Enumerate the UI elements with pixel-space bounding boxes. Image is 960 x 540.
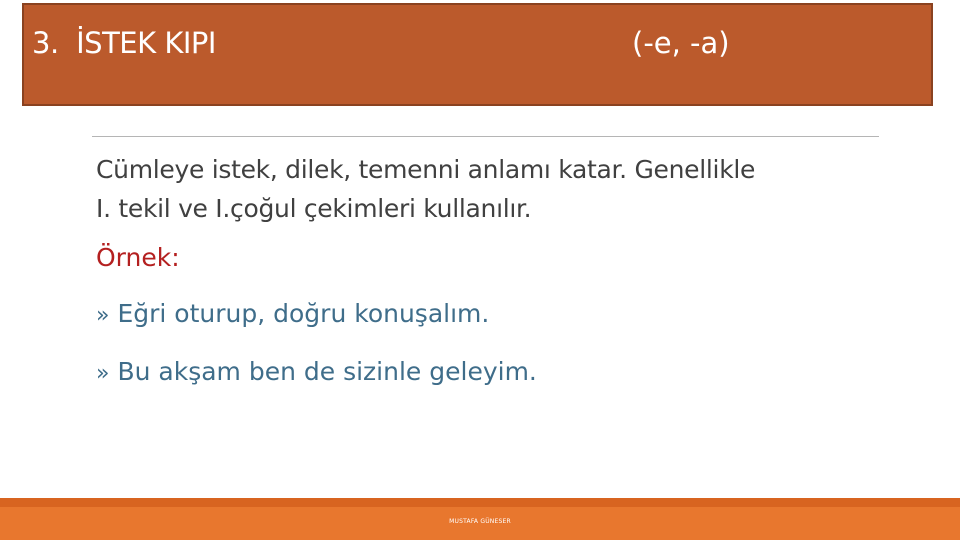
bullet-arrow-icon: » [96,303,110,328]
example-text-2: Bu akşam ben de sizinle geleyim. [117,357,537,386]
slide-title-suffix: (-e, -a) [632,26,730,60]
bullet-arrow-icon: » [96,361,110,386]
slide-title: 3. İSTEK KIPI [32,26,216,60]
example-bullet-1 [96,294,896,335]
description-line-1: Cümleye istek, dilek, temenni anlamı katar. Genellikle [96,155,756,184]
title-banner [22,3,933,106]
example-text-1: Eğri oturup, doğru konuşalım. [117,299,490,328]
description-line-2: I. tekil ve I.çoğul çekimleri kullanılır. [96,194,532,223]
footer-band [0,498,960,507]
content-body [96,150,896,393]
example-bullet-2 [96,352,896,393]
divider-line [92,136,879,137]
footer-author: MUSTAFA GÜNESER [449,518,511,525]
example-label: Örnek: [96,243,180,272]
